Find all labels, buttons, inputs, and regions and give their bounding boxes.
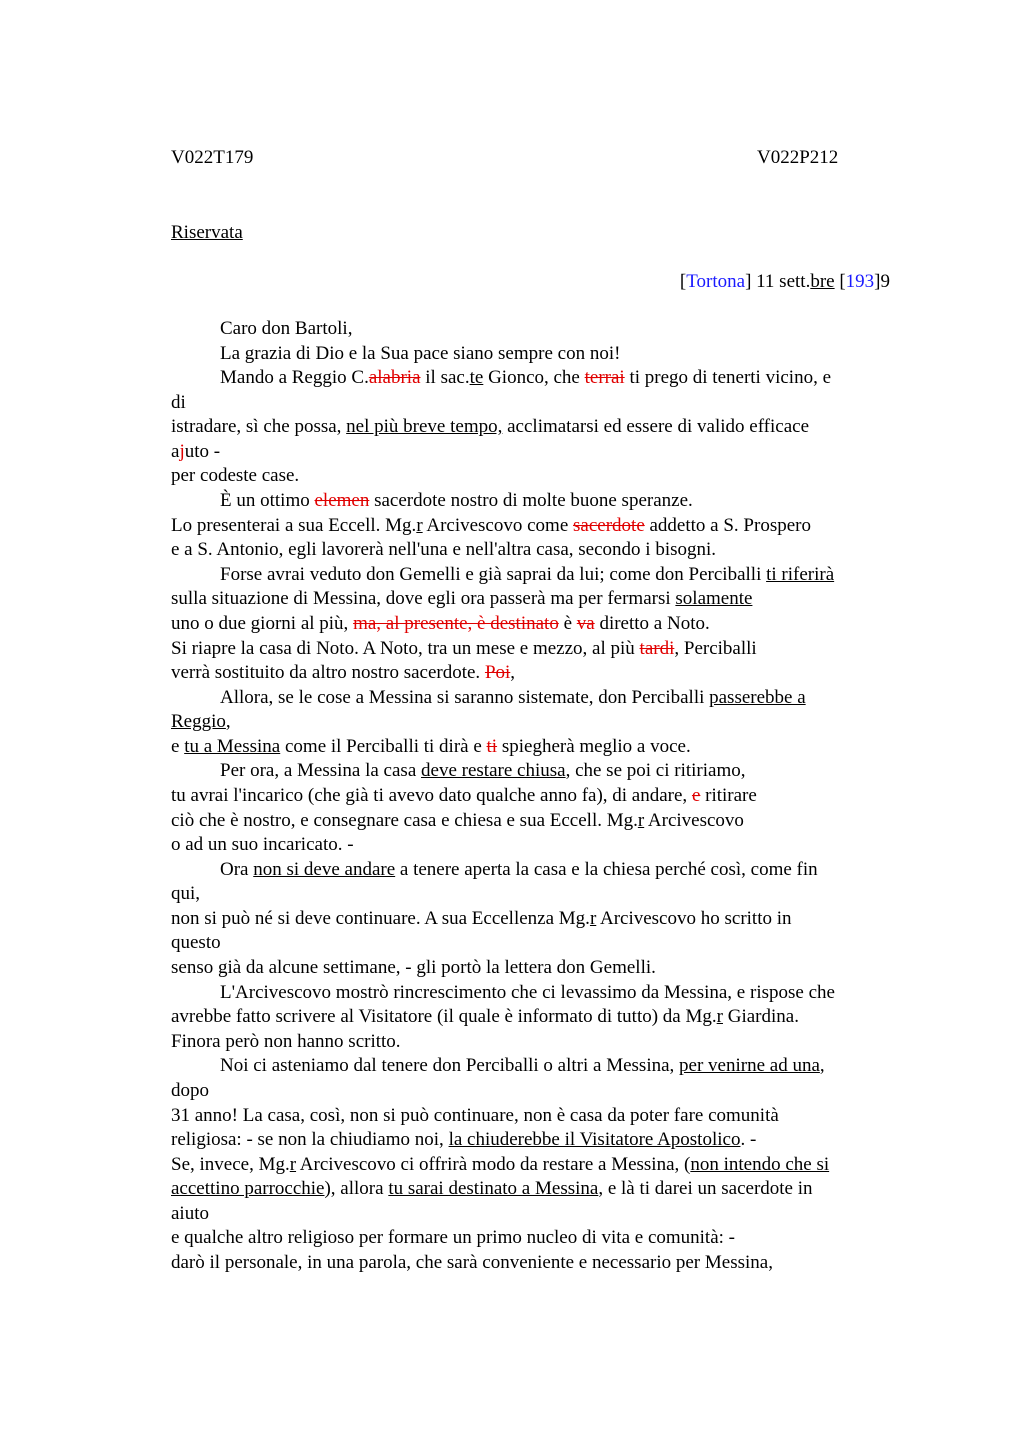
line-text: , che se poi ci ritiriamo, — [565, 760, 746, 782]
line-text: aiuto — [171, 1202, 209, 1224]
document-code-left: V022T179 — [171, 147, 254, 168]
letter-line — [171, 784, 901, 809]
struck-text: sacerdote — [573, 514, 645, 536]
underlined-text: te — [469, 367, 484, 389]
line-text: istradare, sì che possa, — [171, 416, 347, 438]
underlined-text: r — [589, 907, 597, 929]
letter-line — [171, 956, 901, 981]
bracket: [ — [679, 271, 687, 292]
line-text: È un ottimo — [220, 490, 315, 512]
line-text: e qualche altro religioso per formare un primo nucleo di vita e comunità: - — [171, 1227, 735, 1249]
line-text: , Perciballi — [674, 637, 757, 659]
letter-line — [171, 637, 901, 662]
struck-text: alabria — [368, 367, 421, 389]
line-text: Se, invece, Mg. — [171, 1153, 290, 1175]
line-text: La grazia di Dio e la Sua pace siano sempre con noi! — [220, 342, 621, 364]
line-text: e — [171, 735, 185, 757]
letter-line — [171, 366, 901, 391]
line-text: Arcivescovo come — [422, 514, 574, 536]
line-text: Per ora, a Messina la casa — [220, 760, 422, 782]
struck-text: Poi — [484, 662, 511, 684]
underlined-text: r — [637, 809, 645, 831]
letter-line — [171, 1226, 901, 1251]
letter-body — [171, 317, 901, 1276]
line-text: Arcivescovo ho scritto in — [596, 907, 792, 929]
letter-line — [171, 907, 901, 932]
line-text: , — [510, 662, 516, 684]
underlined-text: non intendo che si — [690, 1153, 830, 1175]
line-text: a — [171, 440, 180, 462]
line-text: L'Arcivescovo mostrò rincrescimento che ci levassimo da Messina, e rispose che — [220, 981, 835, 1003]
line-text: addetto a S. Prospero — [644, 514, 811, 536]
underlined-text: nel più breve tempo, — [346, 416, 503, 438]
line-text: tu avrai l'incarico (che già ti avevo dato qualche anno fa), di andare, — [171, 784, 692, 806]
letter-line — [171, 931, 901, 956]
struck-text: e — [691, 784, 701, 806]
line-text: , — [819, 1055, 825, 1077]
line-text: senso già da alcune settimane, - gli portò la lettera don Gemelli. — [171, 957, 656, 979]
letter-line — [171, 1079, 901, 1104]
line-text: Giardina. — [722, 1006, 799, 1028]
struck-text: tardi — [639, 637, 675, 659]
line-text: o ad un suo incaricato. - — [171, 834, 354, 856]
line-text: ), allora — [324, 1178, 389, 1200]
line-text: ciò che è nostro, e consegnare casa e chiesa e sua Eccell. Mg. — [171, 809, 638, 831]
underlined-text: solamente — [675, 588, 753, 610]
letter-line — [171, 1104, 901, 1129]
line-text: ti prego di tenerti vicino, e — [624, 367, 832, 389]
line-text: acclimatarsi ed essere di valido efficace — [502, 416, 810, 438]
letter-line — [171, 882, 901, 907]
letter-line — [171, 1177, 901, 1202]
line-text: il sac. — [420, 367, 470, 389]
line-text: è — [558, 612, 577, 634]
line-text: questo — [171, 932, 221, 954]
letter-line — [171, 858, 901, 883]
document-code-right: V022P212 — [757, 147, 839, 168]
underlined-text: r — [716, 1006, 723, 1028]
letter-line — [171, 1153, 901, 1178]
line-text: religiosa: - se non la chiudiamo noi, — [171, 1129, 449, 1151]
line-text: qui, — [171, 883, 201, 905]
line-text: Si riapre la casa di Noto. A Noto, tra un mese e mezzo, al più — [171, 637, 640, 659]
line-text: Forse avrai veduto don Gemelli e già saprai da lui; come don Perciballi — [220, 563, 767, 585]
letter-line — [171, 342, 901, 367]
letter-line — [171, 710, 901, 735]
letter-line — [171, 464, 901, 489]
letter-line — [171, 489, 901, 514]
letter-line — [171, 440, 901, 465]
letter-line — [171, 415, 901, 440]
letter-line — [171, 686, 901, 711]
underlined-text: passerebbe a — [709, 686, 806, 708]
letter-line — [171, 1054, 901, 1079]
struck-text: terrai — [584, 367, 625, 389]
letter-line — [171, 538, 901, 563]
letter-line — [171, 735, 901, 760]
letter-line — [171, 759, 901, 784]
underlined-text: Reggio — [171, 711, 226, 733]
line-text: Arcivescovo ci offrirà modo da restare a Messina, ( — [296, 1153, 691, 1175]
struck-text: ti — [486, 735, 498, 757]
line-text: Mando a Reggio C. — [220, 367, 369, 389]
line-text: di — [171, 391, 186, 413]
letter-line — [171, 317, 901, 342]
line-text: sacerdote nostro di molte buone speranze. — [369, 490, 693, 512]
underlined-text: per venirne ad una — [679, 1055, 820, 1077]
line-text: ritirare — [700, 784, 757, 806]
letter-line — [171, 981, 901, 1006]
line-text: uto - — [184, 440, 221, 462]
letter-line — [171, 661, 901, 686]
letter-line — [171, 833, 901, 858]
line-text: sulla situazione di Messina, dove egli ora passerà ma per fermarsi — [171, 588, 676, 610]
line-text: per codeste case. — [171, 465, 300, 487]
date-year-editorial: 193 — [845, 271, 875, 292]
bracket: ] — [745, 271, 752, 292]
line-text: avrebbe fatto scrivere al Visitatore (il quale è informato di tutto) da Mg. — [171, 1006, 717, 1028]
line-text: a tenere aperta la casa e la chiesa perché così, come fin — [395, 858, 818, 880]
line-text: Allora, se le cose a Messina si saranno sistemate, don Perciballi — [220, 686, 710, 708]
line-text: dopo — [171, 1079, 209, 1101]
line-text: 31 anno! La casa, così, non si può continuare, non è casa da poter fare comunità — [171, 1104, 779, 1126]
line-text: come il Perciballi ti dirà e — [280, 735, 487, 757]
underlined-text: accettino parrocchie — [171, 1178, 325, 1200]
line-text: Arcivescovo — [644, 809, 744, 831]
struck-text: ma, al presente, è destinato — [353, 612, 559, 634]
letter-line — [171, 1202, 901, 1227]
letter-line — [171, 1128, 901, 1153]
line-text: , e là ti darei un sacerdote in — [598, 1178, 813, 1200]
date-month-abbrev: bre — [810, 271, 835, 292]
line-text: Finora però non hanno scritto. — [171, 1030, 401, 1052]
underlined-text: la chiuderebbe il Visitatore Apostolico — [448, 1129, 741, 1151]
dateline — [680, 270, 890, 294]
bracket: ] — [874, 271, 881, 292]
line-text: Caro don Bartoli, — [220, 318, 353, 339]
line-text: non si può né si deve continuare. A sua Eccellenza Mg. — [171, 907, 590, 929]
date-day-month: 11 sett. — [751, 271, 811, 292]
struck-text: va — [576, 612, 595, 634]
letter-line — [171, 1005, 901, 1030]
letter-line — [171, 514, 901, 539]
corrected-letter: j — [179, 440, 185, 462]
line-text: Lo presenterai a sua Eccell. Mg. — [171, 514, 417, 536]
line-text: diretto a Noto. — [594, 612, 710, 634]
line-text: verrà sostituito da altro nostro sacerdote. — [171, 662, 485, 684]
document-title: Riservata — [171, 222, 243, 243]
line-text: Gionco, che — [483, 367, 585, 389]
line-text: e a S. Antonio, egli lavorerà nell'una e nell'altra casa, secondo i bisogni. — [171, 539, 717, 561]
struck-text: elemen — [314, 490, 370, 512]
letter-line — [171, 1030, 901, 1055]
line-text: , — [225, 711, 231, 733]
line-text: . - — [740, 1129, 757, 1151]
underlined-text: tu a Messina — [184, 735, 281, 757]
bracket: [ — [839, 271, 846, 292]
line-text: Ora — [220, 858, 254, 880]
line-text: uno o due giorni al più, — [171, 612, 354, 634]
line-text: spiegherà meglio a voce. — [497, 735, 691, 757]
letter-line — [171, 391, 901, 416]
line-text: darò il personale, in una parola, che sarà conveniente e necessario per Messina, — [171, 1251, 773, 1273]
underlined-text: tu sarai destinato a Messina — [388, 1178, 599, 1200]
letter-line — [171, 587, 901, 612]
underlined-text: r — [416, 514, 423, 536]
underlined-text: non si deve andare — [253, 858, 396, 880]
underlined-text: r — [289, 1153, 297, 1175]
date-year-end: 9 — [880, 271, 890, 292]
underlined-text: deve restare chiusa — [421, 760, 566, 782]
letter-line — [171, 612, 901, 637]
letter-line — [171, 809, 901, 834]
letter-line — [171, 1251, 901, 1276]
letter-line — [171, 563, 901, 588]
underlined-text: ti riferirà — [766, 563, 835, 585]
place-name: Tortona — [686, 271, 746, 292]
line-text: Noi ci asteniamo dal tenere don Perciballi o altri a Messina, — [220, 1055, 680, 1077]
